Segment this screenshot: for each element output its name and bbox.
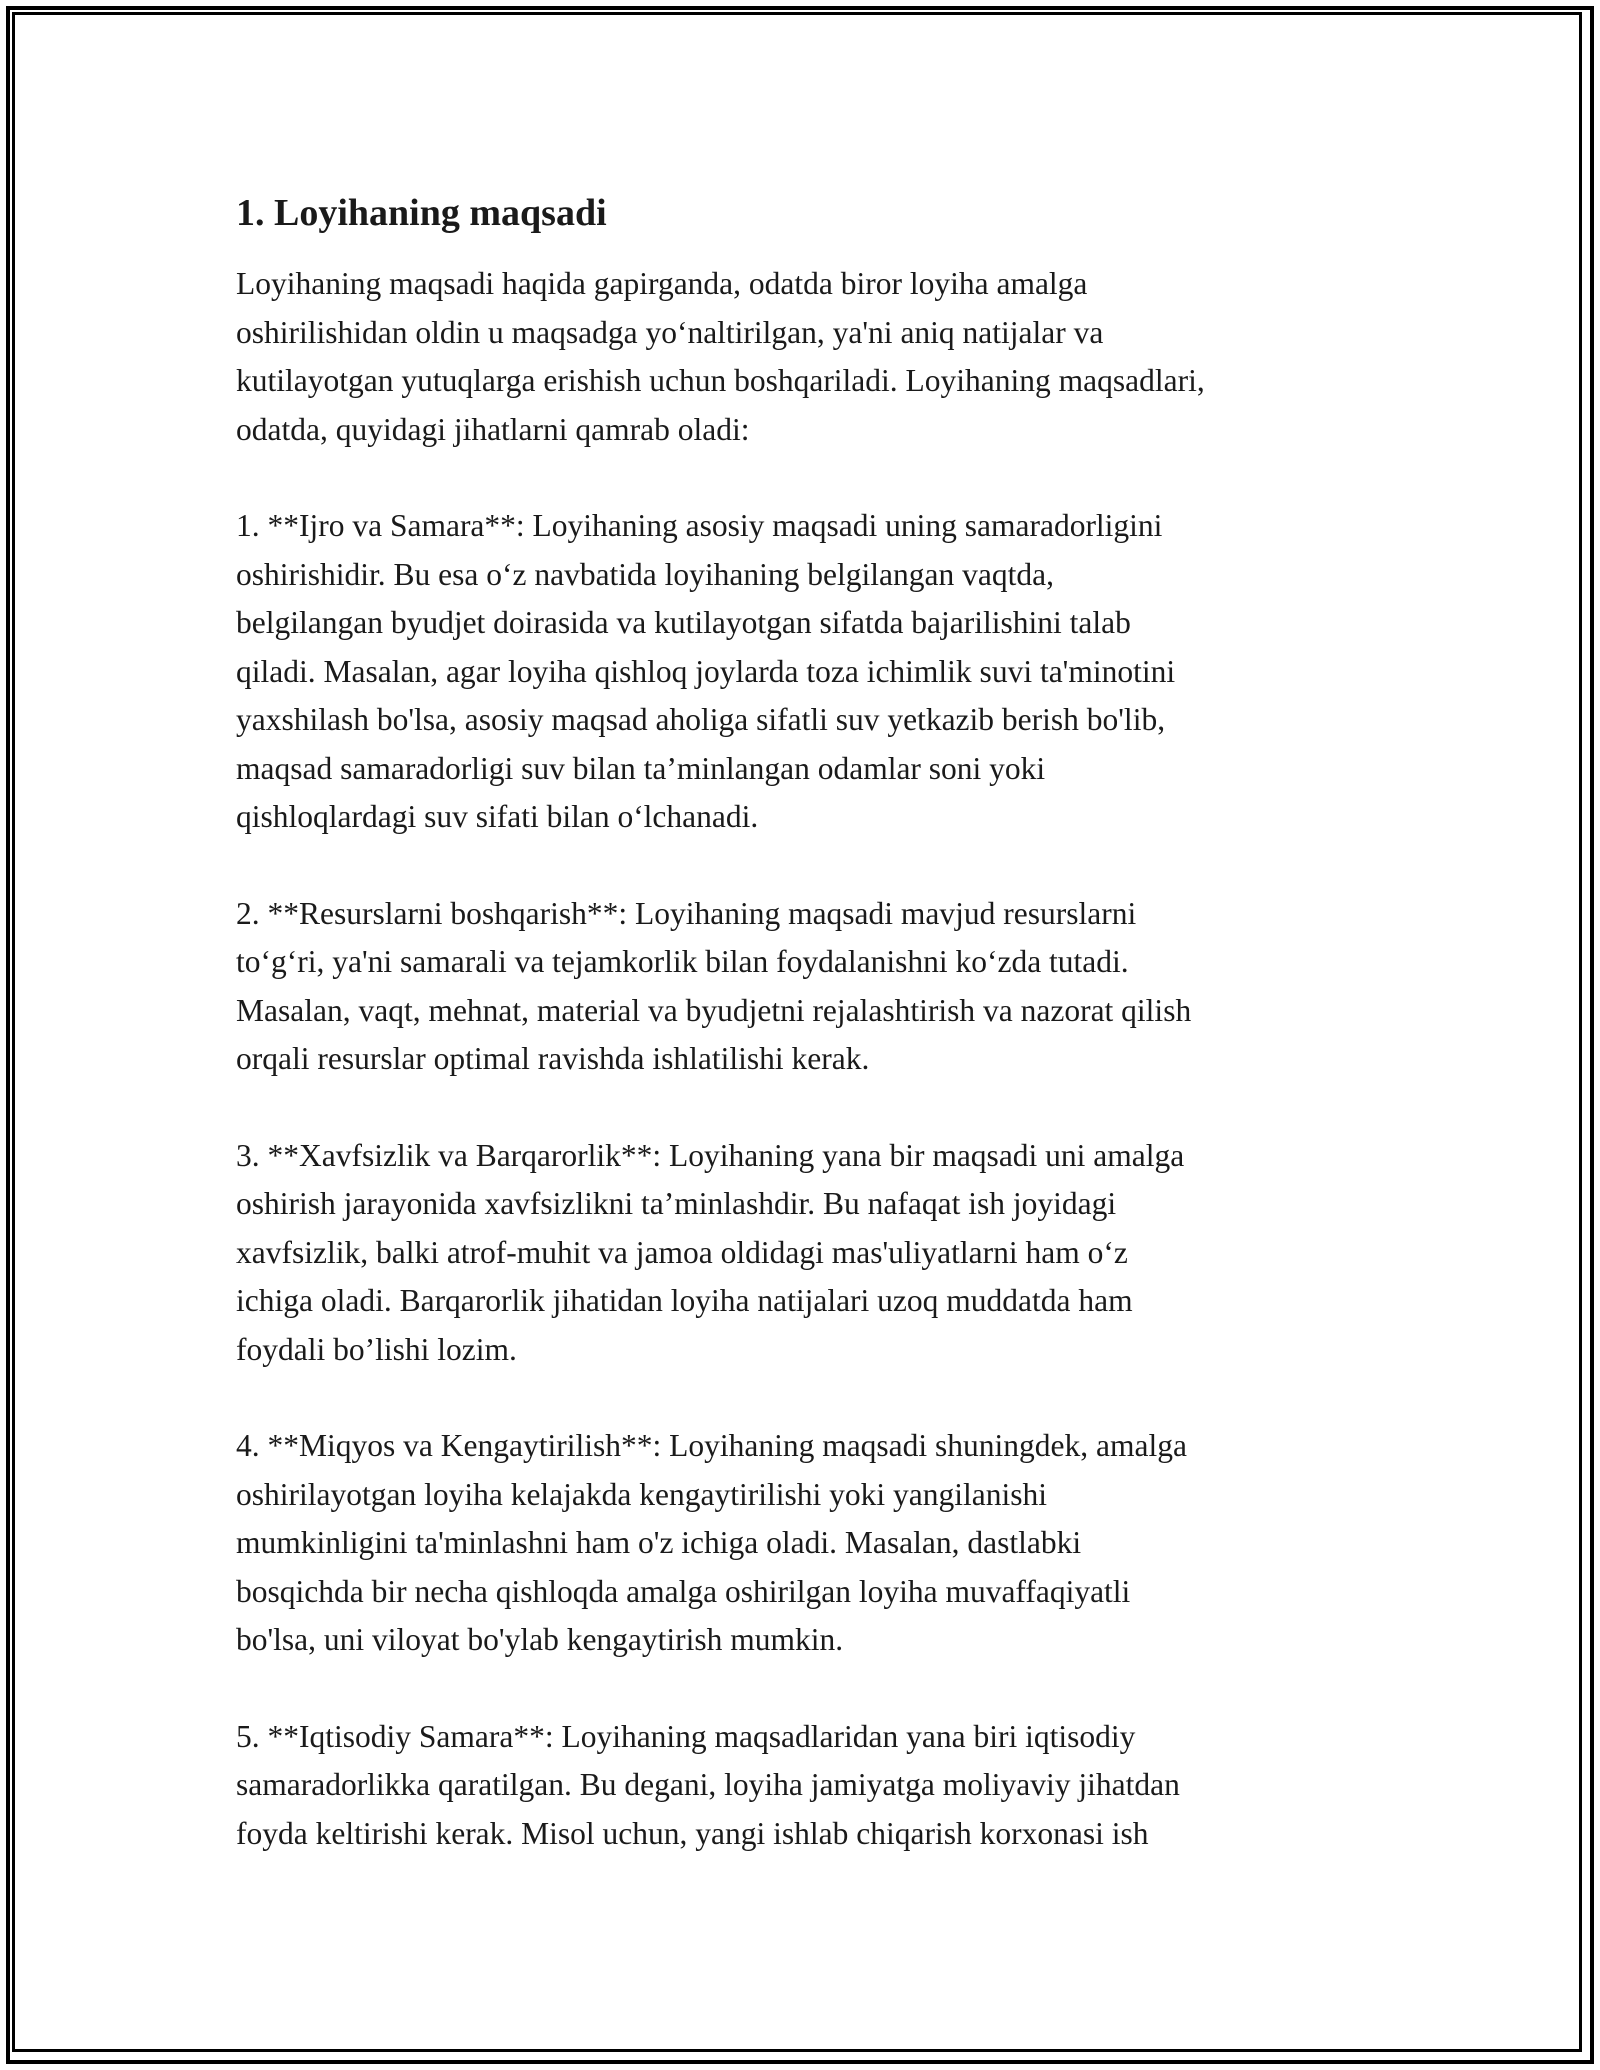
text-line: orqali resurslar optimal ravishda ishlatilishi kerak. bbox=[236, 1041, 870, 1076]
text-line: mumkinligini ta'minlashni ham o'z ichiga oladi. Masalan, dastlabki bbox=[236, 1525, 1082, 1560]
text-line: 3. **Xavfsizlik va Barqarorlik**: Loyihaning yana bir maqsadi uni amalga bbox=[236, 1137, 1185, 1173]
text-line: bosqichda bir necha qishloqda amalga oshirilgan loyiha muvaffaqiyatli bbox=[236, 1573, 1131, 1609]
document-body bbox=[236, 186, 1396, 1906]
text-line: ichiga oladi. Barqarorlik jihatidan loyiha natijalari uzoq muddatda ham bbox=[236, 1283, 1133, 1318]
text-line: to‘g‘ri, ya'ni samarali va tejamkorlik bilan foydalanishni ko‘zda tutadi. bbox=[236, 944, 1129, 979]
text-line: xavfsizlik, balki atrof-muhit va jamoa oldidagi mas'uliyatlarni ham o‘z bbox=[236, 1234, 1128, 1270]
text-line: oshirilishidan oldin u maqsadga yo‘naltirilgan, ya'ni aniq natijalar va bbox=[236, 314, 1104, 350]
text-line: yaxshilash bo'lsa, asosiy maqsad aholiga sifatli suv yetkazib berish bo'lib, bbox=[236, 702, 1166, 737]
paragraph-list bbox=[236, 260, 1396, 1858]
text-line: foyda keltirishi kerak. Misol uchun, yangi ishlab chiqarish korxonasi ish bbox=[236, 1815, 1149, 1851]
text-line: foydali bo’lishi lozim. bbox=[236, 1331, 517, 1367]
section-heading: 1. Loyihaning maqsadi bbox=[236, 192, 607, 234]
text-line: Loyihaning maqsadi haqida gapirganda, odatda biror loyiha amalga bbox=[236, 266, 1088, 301]
text-line: qishloqlardagi suv sifati bilan o‘lchanadi. bbox=[236, 799, 759, 834]
text-line: oshirish jarayonida xavfsizlikni ta’minlashdir. Bu nafaqat ish joyidagi bbox=[236, 1186, 1117, 1221]
text-line: 4. **Miqyos va Kengaytirilish**: Loyihaning maqsadi shuningdek, amalga bbox=[236, 1428, 1187, 1463]
paragraph bbox=[236, 502, 1396, 842]
paragraph bbox=[236, 1422, 1396, 1665]
text-line: 2. **Resurslarni boshqarish**: Loyihaning maqsadi mavjud resurslarni bbox=[236, 895, 1137, 931]
text-line: odatda, quyidagi jihatlarni qamrab oladi: bbox=[236, 411, 750, 447]
text-line: samaradorlikka qaratilgan. Bu degani, loyiha jamiyatga moliyaviy jihatdan bbox=[236, 1767, 1180, 1802]
text-line: oshirilayotgan loyiha kelajakda kengaytirilishi yoki yangilanishi bbox=[236, 1476, 1047, 1512]
text-line: Masalan, vaqt, mehnat, material va byudjetni rejalashtirish va nazorat qilish bbox=[236, 992, 1192, 1028]
text-line: 1. **Ijro va Samara**: Loyihaning asosiy maqsadi uning samaradorligini bbox=[236, 508, 1163, 543]
text-line: qiladi. Masalan, agar loyiha qishloq joylarda toza ichimlik suvi ta'minotini bbox=[236, 653, 1176, 689]
paragraph bbox=[236, 1713, 1396, 1859]
paragraph bbox=[236, 890, 1396, 1084]
text-line: bo'lsa, uni viloyat bo'ylab kengaytirish mumkin. bbox=[236, 1622, 844, 1657]
text-line: oshirishidir. Bu esa o‘z navbatida loyihaning belgilangan vaqtda, bbox=[236, 556, 1054, 592]
text-line: maqsad samaradorligi suv bilan ta’minlangan odamlar soni yoki bbox=[236, 750, 1046, 786]
paragraph bbox=[236, 1132, 1396, 1375]
text-line: 5. **Iqtisodiy Samara**: Loyihaning maqsadlaridan yana biri iqtisodiy bbox=[236, 1718, 1136, 1754]
paragraph bbox=[236, 260, 1396, 454]
text-line: kutilayotgan yutuqlarga erishish uchun boshqariladi. Loyihaning maqsadlari, bbox=[236, 363, 1205, 398]
text-line: belgilangan byudjet doirasida va kutilayotgan sifatda bajarilishini talab bbox=[236, 605, 1131, 640]
